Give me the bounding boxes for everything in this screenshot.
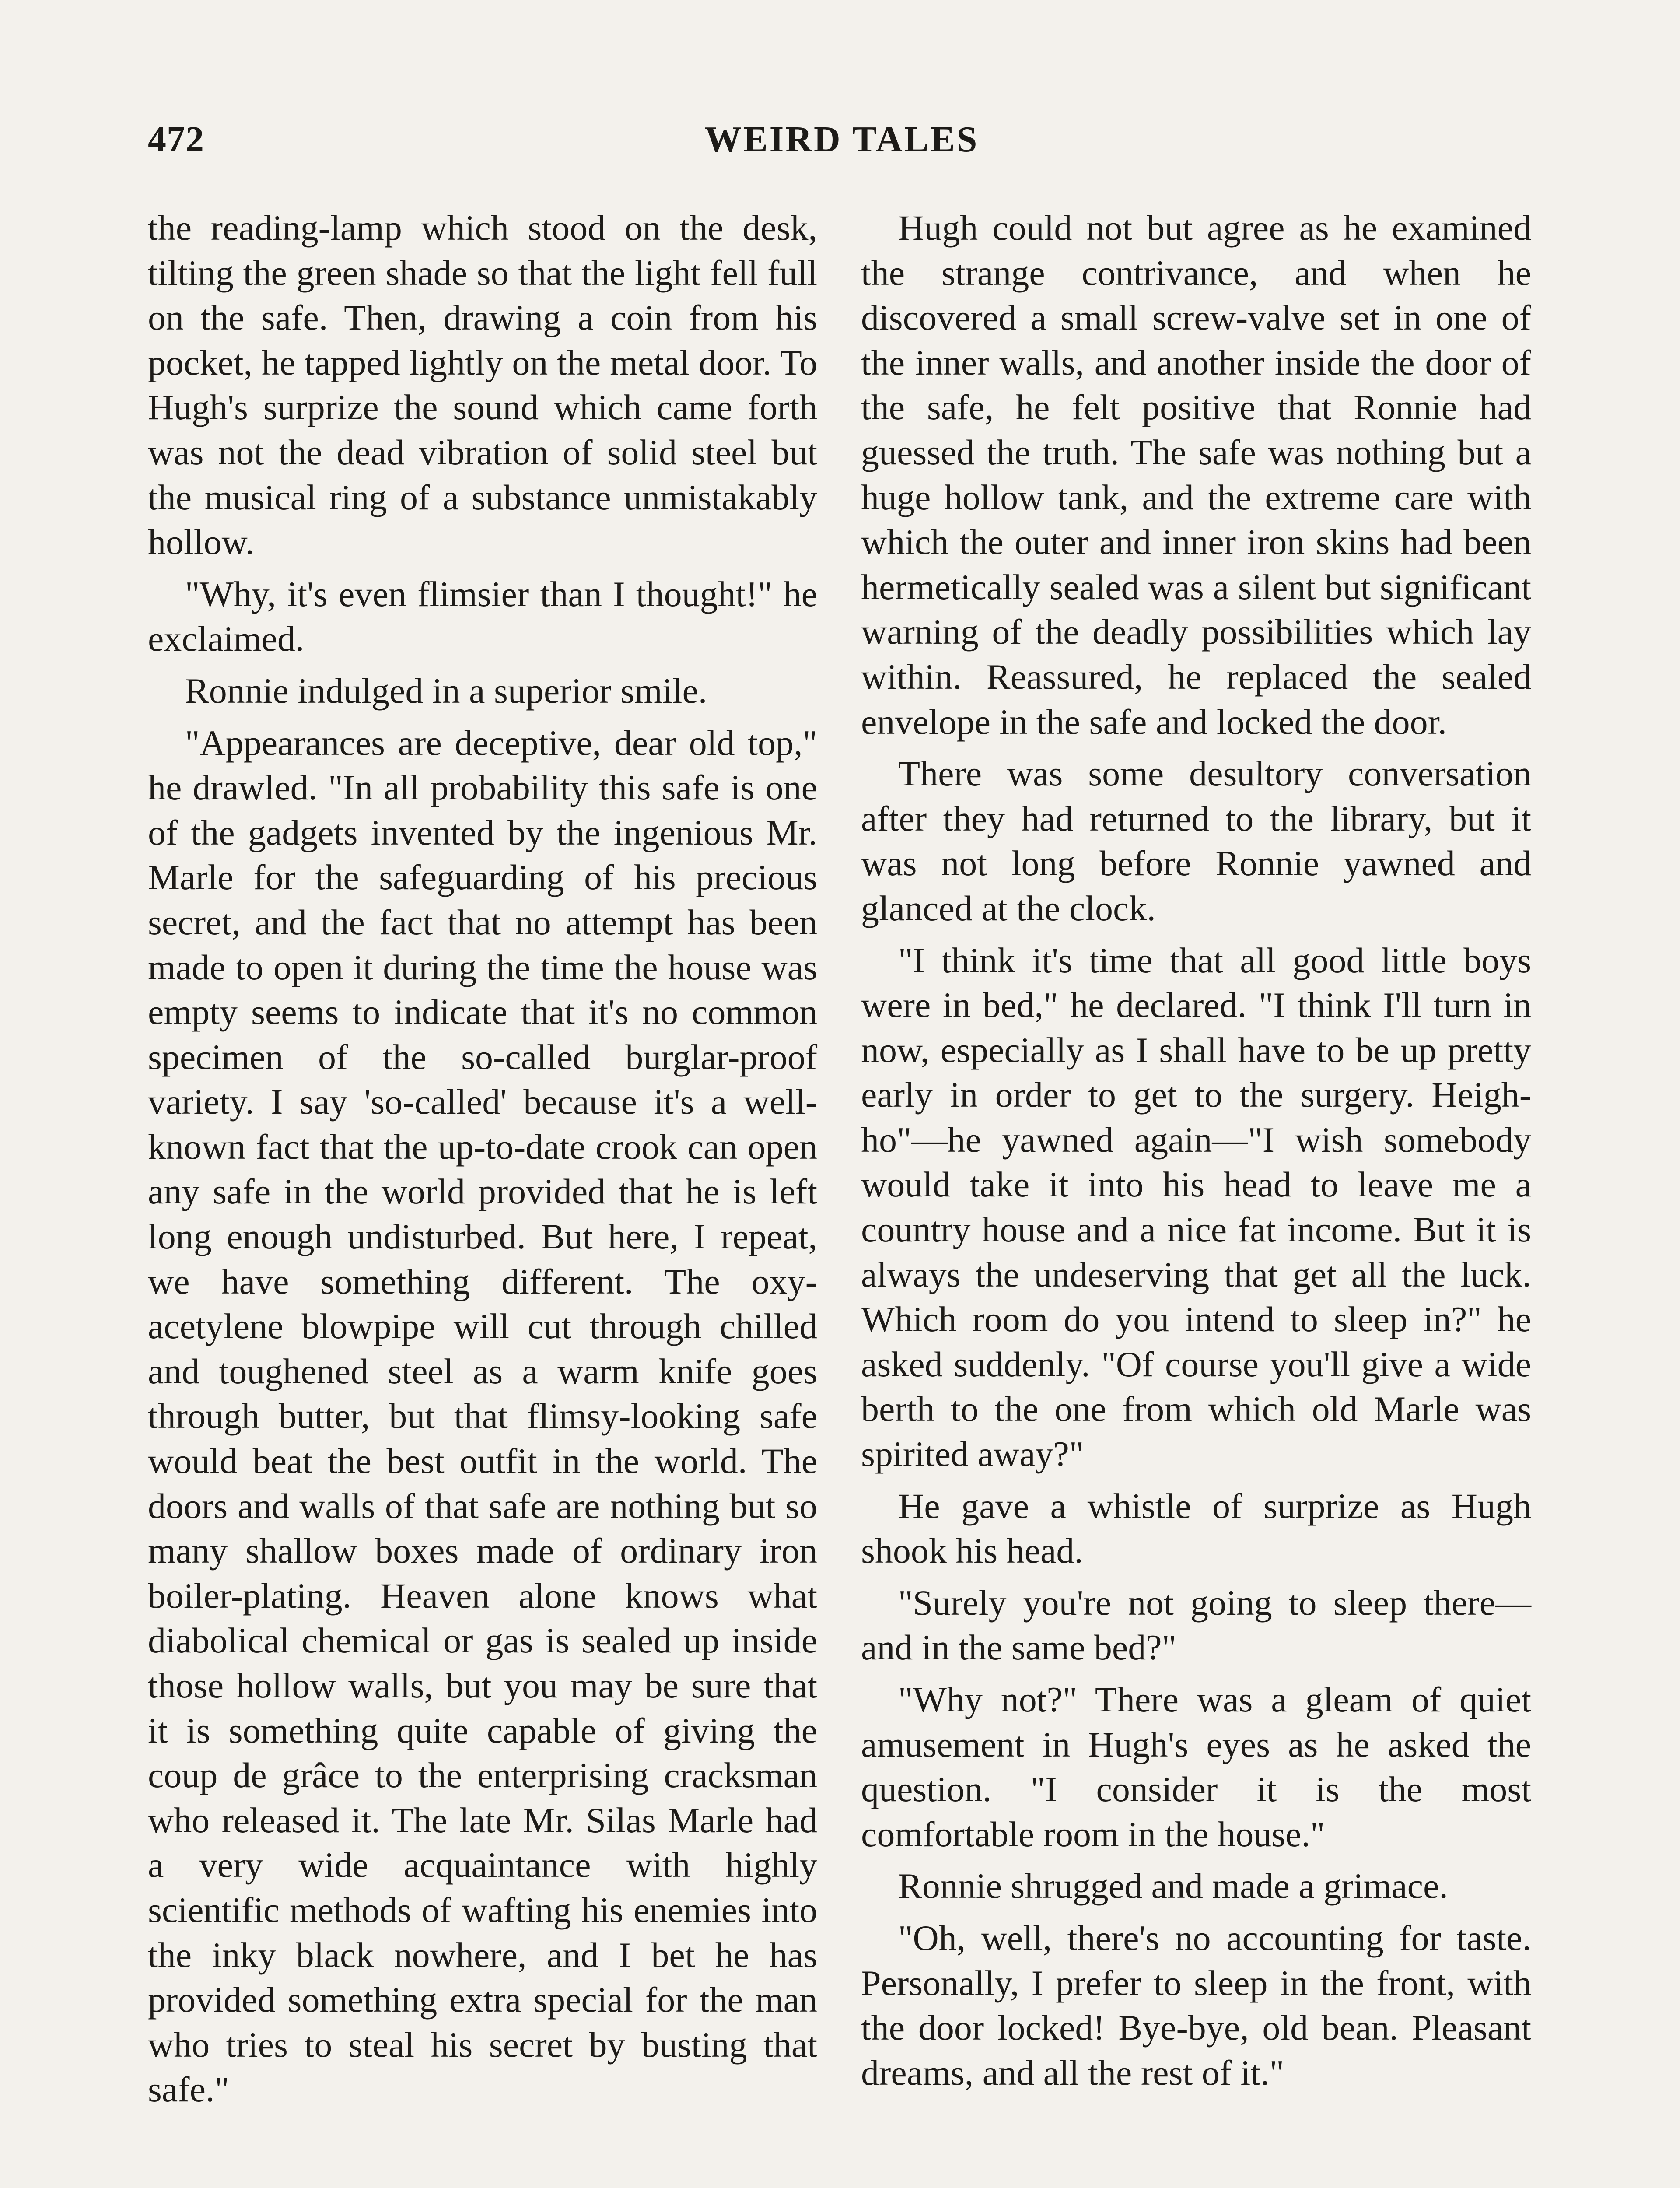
paragraph: "Oh, well, there's no accounting for taste. Personally, I prefer to sleep in the front, with the door locked! Bye-bye, old bean. Pleasant dreams, and all the rest of it." — [861, 1918, 1531, 2093]
page-header — [148, 118, 1536, 175]
paragraph: "Why, it's even flimsier than I thought!" he exclaimed. — [148, 574, 817, 659]
paragraph: He gave a whistle of surprize as Hugh shook his head. — [861, 1486, 1531, 1571]
paragraph: There was some desultory conversation after they had returned to the library, but it was not long before Ronnie yawned and glanced at the clock. — [861, 754, 1531, 928]
paragraph: "I think it's time that all good little boys were in bed," he declared. "I think I'll turn in now, especially as I shall have to be up pretty early in order to get to the surgery. Heigh-ho"—he yawned again—"I wish somebody would take it into his head to leave me a country house and a nice fat income. But it is always the undeserving that get all the luck. Which room do you intend to sleep in?" he asked suddenly. "Of course you'll give a wide berth to the one from which old Marle was spirited away?" — [861, 940, 1531, 1474]
paragraph: the reading-lamp which stood on the desk, tilting the green shade so that the light fell full on the safe. Then, drawing a coin from his pocket, he tapped lightly on the metal door. To Hugh's surprize the sound which came forth was not the dead vibration of solid steel but the musical ring of a substance unmistakably hollow. — [148, 208, 817, 562]
right-column — [861, 206, 1531, 2095]
paragraph: Ronnie shrugged and made a grimace. — [898, 1866, 1448, 1906]
paragraph: Ronnie indulged in a superior smile. — [185, 670, 707, 711]
paragraph: Hugh could not but agree as he examined the strange contrivance, and when he discovered a small screw-valve set in one of the inner walls, and another inside the door of the safe, he felt positive that Ronnie had guessed the truth. The safe was nothing but a huge hollow tank, and the extreme care with which the outer and inner iron skins had been hermetically sealed was a silent but significant warning of the deadly possibilities which lay within. Reassured, he replaced the sealed envelope in the safe and locked the door. — [861, 208, 1531, 742]
paragraph: "Surely you're not going to sleep there—and in the same bed?" — [861, 1582, 1531, 1668]
paragraph: "Why not?" There was a gleam of quiet amusement in Hugh's eyes as he asked the question. "I consider it is the most comfortable room in the house." — [861, 1680, 1531, 1854]
paragraph: "Appearances are deceptive, dear old top," he drawled. "In all probability this safe is one of the gadgets invented by the ingenious Mr. Marle for the safeguarding of his precious secret, and the fact that no attempt has been made to open it during the time the house was empty seems to indicate that it's no common specimen of the so-called burglar-proof variety. I say 'so-called' because it's a well-known fact that the up-to-date crook can open any safe in the world provided that he is left long enough undisturbed. But here, I repeat, we have something different. The oxy-acetylene blowpipe will cut through chilled and toughened steel as a warm knife goes through butter, but that flimsy-looking safe would beat the best outfit in the world. The doors and walls of that safe are nothing but so many shallow boxes made of ordinary iron boiler-plating. Heaven alone knows what diabolical chemical or gas is sealed up inside those hollow walls, but you may be sure that it is something quite capable of giving the coup de grâce to the enterprising cracksman who released it. The late Mr. Silas Marle had a very wide acquaintance with highly scientific methods of wafting his enemies into the inky black nowhere, and I bet he has provided something extra special for the man who tries to steal his secret by busting that safe." — [148, 722, 817, 2110]
running-title: WEIRD TALES — [704, 119, 979, 160]
page-number: 472 — [148, 119, 204, 160]
left-column — [148, 206, 817, 2112]
